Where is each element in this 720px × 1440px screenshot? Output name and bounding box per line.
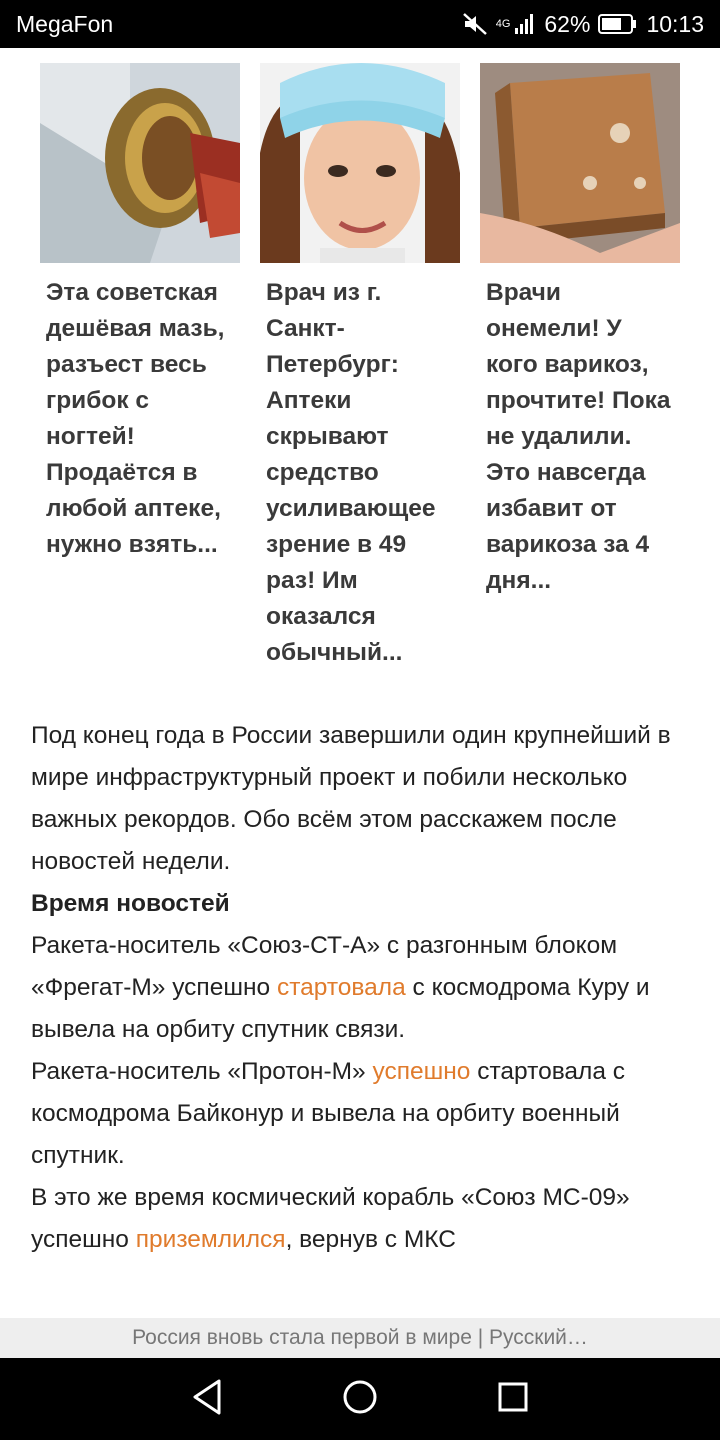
article-subheading: Время новостей	[31, 890, 230, 917]
carrier-name: MegaFon	[16, 10, 114, 37]
ad-title[interactable]: Врач из г. Санкт-Петербург: Аптеки скрывают средство усиливающее зрение в 49 раз! Им оказался обычный...	[266, 279, 436, 666]
soap-bar-image[interactable]	[480, 63, 680, 263]
network-type: 4G	[495, 18, 511, 30]
article-body	[31, 715, 696, 1261]
news-link[interactable]: стартовала	[276, 974, 406, 1001]
ad-card[interactable]	[480, 63, 680, 671]
web-content[interactable]	[0, 48, 720, 1318]
ad-card[interactable]	[40, 63, 240, 671]
signal-icon	[514, 13, 536, 35]
clock: 10:13	[646, 10, 704, 37]
doctor-portrait-image[interactable]	[260, 63, 460, 263]
status-bar	[0, 0, 720, 48]
status-icons	[462, 11, 704, 38]
navigation-bar	[0, 1358, 720, 1440]
recents-button[interactable]	[473, 1359, 553, 1439]
recents-icon	[495, 1379, 531, 1420]
ad-card[interactable]	[260, 63, 460, 671]
ointment-tube-image[interactable]	[40, 63, 240, 263]
ad-block	[40, 63, 680, 671]
battery-icon	[598, 13, 638, 35]
back-button[interactable]	[167, 1359, 247, 1439]
article-paragraph: Ракета-носитель «Союз-СТ-А» с разгонным блоком «Фрегат-М» успешно стартовала с космодрома Куру и вывела на орбиту спутник связи.	[31, 932, 650, 1043]
article-paragraph: Ракета-носитель «Протон-М» успешно стартовала с космодрома Байконур и вывела на орбиту военный спутник.	[31, 1058, 626, 1169]
article-intro: Под конец года в России завершили один крупнейший в мире инфраструктурный проект и побили несколько важных рекордов. Обо всём этом расскажем после новостей недели.	[31, 722, 671, 875]
mute-icon	[462, 12, 488, 36]
ad-title[interactable]: Врачи онемели! У кого варикоз, прочтите! Пока не удалили. Это навсегда избавит от варикоза за 4 дня...	[486, 279, 671, 594]
news-link[interactable]: приземлился	[135, 1226, 286, 1253]
page-title-bar[interactable]	[0, 1318, 720, 1358]
home-button[interactable]	[320, 1359, 400, 1439]
news-link[interactable]: успешно	[372, 1058, 471, 1085]
page-title: Россия вновь стала первой в мире | Русский…	[132, 1326, 588, 1349]
battery-percent: 62%	[544, 10, 591, 37]
article-paragraph: В это же время космический корабль «Союз МС-09» успешно приземлился, вернув с МКС	[31, 1184, 630, 1253]
home-icon	[340, 1377, 380, 1422]
back-icon	[189, 1377, 225, 1422]
ad-title[interactable]: Эта советская дешёвая мазь, разъест весь грибок с ногтей! Продаётся в любой аптеке, нужно взять...	[46, 279, 225, 558]
